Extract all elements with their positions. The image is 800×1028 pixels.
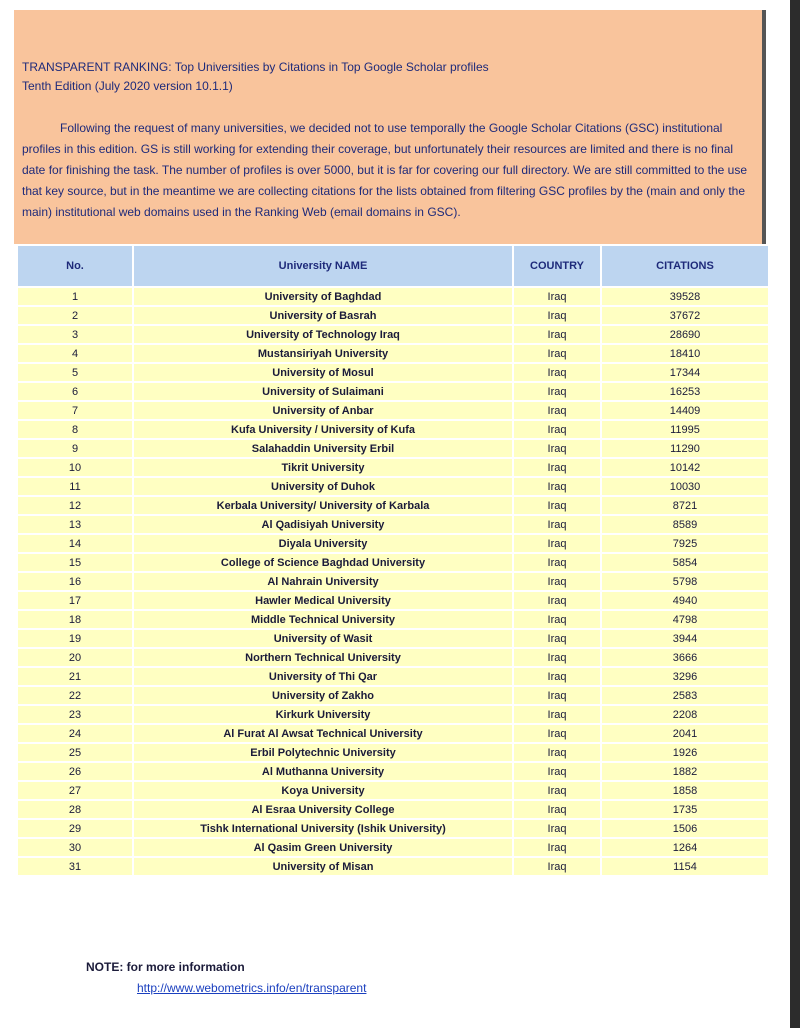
rank-number: 5 — [17, 363, 133, 382]
rank-number: 18 — [17, 610, 133, 629]
university-name: Northern Technical University — [133, 648, 513, 667]
citations-cell: 2041 — [601, 724, 769, 743]
country-cell: Iraq — [513, 705, 601, 724]
citations-cell: 1858 — [601, 781, 769, 800]
intro-paragraph: Following the request of many universities, we decided not to use temporally the Google Scholar Citations (GSC) institutional profiles in this edition. GS is still working for extending their coverage, but unfortunately their resources are limited and there is no final date for finishing the task. The number of profiles is over 5000, but it is far for covering our full directory. We are still committed to the use that key source, but in the meantime we are collecting citations for the lists obtained from filtering GSC profiles by the (main and only the main) institutional web domains used in the Ranking Web (email domains in GSC). — [22, 121, 748, 219]
webometrics-link[interactable]: http://www.webometrics.info/en/transparent — [137, 981, 367, 995]
university-name: Al Qadisiyah University — [133, 515, 513, 534]
country-cell: Iraq — [513, 724, 601, 743]
table-row — [17, 781, 769, 800]
rank-number: 1 — [17, 287, 133, 306]
country-cell: Iraq — [513, 819, 601, 838]
rank-number: 9 — [17, 439, 133, 458]
table-body — [17, 287, 769, 876]
university-name: Al Muthanna University — [133, 762, 513, 781]
rank-number: 7 — [17, 401, 133, 420]
rank-number: 3 — [17, 325, 133, 344]
citations-cell: 7925 — [601, 534, 769, 553]
country-cell: Iraq — [513, 363, 601, 382]
university-name: Tikrit University — [133, 458, 513, 477]
citations-cell: 4940 — [601, 591, 769, 610]
country-cell: Iraq — [513, 496, 601, 515]
citations-cell: 1154 — [601, 857, 769, 876]
citations-cell: 5798 — [601, 572, 769, 591]
university-name: Mustansiriyah University — [133, 344, 513, 363]
citations-cell: 10030 — [601, 477, 769, 496]
country-cell: Iraq — [513, 515, 601, 534]
country-cell: Iraq — [513, 762, 601, 781]
footer-note: NOTE: for more information — [86, 960, 245, 974]
column-header-name: University NAME — [133, 245, 513, 287]
table-row — [17, 800, 769, 819]
rank-number: 26 — [17, 762, 133, 781]
table-row — [17, 325, 769, 344]
table-row — [17, 287, 769, 306]
citations-cell: 10142 — [601, 458, 769, 477]
country-cell: Iraq — [513, 667, 601, 686]
country-cell: Iraq — [513, 420, 601, 439]
ranking-title: TRANSPARENT RANKING: Top Universities by Citations in Top Google Scholar profiles — [22, 60, 489, 74]
university-name: University of Basrah — [133, 306, 513, 325]
country-cell: Iraq — [513, 344, 601, 363]
rank-number: 20 — [17, 648, 133, 667]
rank-number: 14 — [17, 534, 133, 553]
column-header-citations: CITATIONS — [601, 245, 769, 287]
country-cell: Iraq — [513, 439, 601, 458]
table-row — [17, 857, 769, 876]
university-name: University of Zakho — [133, 686, 513, 705]
citations-cell: 16253 — [601, 382, 769, 401]
country-cell: Iraq — [513, 325, 601, 344]
country-cell: Iraq — [513, 382, 601, 401]
university-name: Koya University — [133, 781, 513, 800]
table-row — [17, 344, 769, 363]
university-name: Al Furat Al Awsat Technical University — [133, 724, 513, 743]
rank-number: 31 — [17, 857, 133, 876]
rank-number: 29 — [17, 819, 133, 838]
table-row — [17, 591, 769, 610]
citations-cell: 1926 — [601, 743, 769, 762]
rank-number: 17 — [17, 591, 133, 610]
citations-cell: 8589 — [601, 515, 769, 534]
citations-cell: 2208 — [601, 705, 769, 724]
table-row — [17, 553, 769, 572]
rank-number: 27 — [17, 781, 133, 800]
citations-cell: 17344 — [601, 363, 769, 382]
table-row — [17, 724, 769, 743]
table-row — [17, 705, 769, 724]
table-row — [17, 477, 769, 496]
university-name: Tishk International University (Ishik University) — [133, 819, 513, 838]
university-name: Al Esraa University College — [133, 800, 513, 819]
country-cell: Iraq — [513, 458, 601, 477]
rank-number: 25 — [17, 743, 133, 762]
country-cell: Iraq — [513, 572, 601, 591]
rank-number: 30 — [17, 838, 133, 857]
rank-number: 11 — [17, 477, 133, 496]
country-cell: Iraq — [513, 610, 601, 629]
university-name: University of Thi Qar — [133, 667, 513, 686]
citations-cell: 28690 — [601, 325, 769, 344]
citations-cell: 14409 — [601, 401, 769, 420]
rank-number: 10 — [17, 458, 133, 477]
university-name: Kirkurk University — [133, 705, 513, 724]
rank-number: 21 — [17, 667, 133, 686]
citations-cell: 1506 — [601, 819, 769, 838]
university-name: University of Misan — [133, 857, 513, 876]
ranking-table — [16, 244, 770, 877]
university-name: Al Qasim Green University — [133, 838, 513, 857]
rank-number: 6 — [17, 382, 133, 401]
citations-cell: 18410 — [601, 344, 769, 363]
table-row — [17, 572, 769, 591]
column-header-no: No. — [17, 245, 133, 287]
citations-cell: 3944 — [601, 629, 769, 648]
university-name: Kufa University / University of Kufa — [133, 420, 513, 439]
citations-cell: 3296 — [601, 667, 769, 686]
university-name: Kerbala University/ University of Karbala — [133, 496, 513, 515]
citations-cell: 5854 — [601, 553, 769, 572]
rank-number: 19 — [17, 629, 133, 648]
university-name: University of Sulaimani — [133, 382, 513, 401]
table-row — [17, 401, 769, 420]
country-cell: Iraq — [513, 743, 601, 762]
university-name: University of Baghdad — [133, 287, 513, 306]
university-name: College of Science Baghdad University — [133, 553, 513, 572]
table-row — [17, 762, 769, 781]
table-row — [17, 648, 769, 667]
rank-number: 8 — [17, 420, 133, 439]
viewer-border — [790, 0, 800, 1028]
country-cell: Iraq — [513, 857, 601, 876]
university-name: University of Duhok — [133, 477, 513, 496]
table-row — [17, 743, 769, 762]
university-name: Hawler Medical University — [133, 591, 513, 610]
citations-cell: 1882 — [601, 762, 769, 781]
country-cell: Iraq — [513, 306, 601, 325]
table-row — [17, 496, 769, 515]
table-row — [17, 363, 769, 382]
university-name: Diyala University — [133, 534, 513, 553]
citations-cell: 11290 — [601, 439, 769, 458]
rank-number: 15 — [17, 553, 133, 572]
citations-cell: 2583 — [601, 686, 769, 705]
edition-label: Tenth Edition (July 2020 version 10.1.1) — [22, 79, 233, 93]
country-cell: Iraq — [513, 553, 601, 572]
table-row — [17, 819, 769, 838]
university-name: Al Nahrain University — [133, 572, 513, 591]
country-cell: Iraq — [513, 287, 601, 306]
country-cell: Iraq — [513, 534, 601, 553]
rank-number: 23 — [17, 705, 133, 724]
citations-cell: 1264 — [601, 838, 769, 857]
table-row — [17, 458, 769, 477]
ranking-header-box — [14, 10, 766, 244]
citations-cell: 1735 — [601, 800, 769, 819]
country-cell: Iraq — [513, 800, 601, 819]
rank-number: 12 — [17, 496, 133, 515]
rank-number: 16 — [17, 572, 133, 591]
university-name: Middle Technical University — [133, 610, 513, 629]
table-row — [17, 629, 769, 648]
university-name: University of Wasit — [133, 629, 513, 648]
table-row — [17, 838, 769, 857]
country-cell: Iraq — [513, 686, 601, 705]
rank-number: 22 — [17, 686, 133, 705]
rank-number: 28 — [17, 800, 133, 819]
country-cell: Iraq — [513, 781, 601, 800]
university-name: University of Technology Iraq — [133, 325, 513, 344]
table-row — [17, 306, 769, 325]
university-name: University of Anbar — [133, 401, 513, 420]
table-row — [17, 515, 769, 534]
country-cell: Iraq — [513, 838, 601, 857]
table-row — [17, 439, 769, 458]
rank-number: 13 — [17, 515, 133, 534]
table-header-row — [17, 245, 769, 287]
country-cell: Iraq — [513, 629, 601, 648]
table-row — [17, 610, 769, 629]
table-row — [17, 686, 769, 705]
table-row — [17, 534, 769, 553]
rank-number: 2 — [17, 306, 133, 325]
university-name: Salahaddin University Erbil — [133, 439, 513, 458]
university-name: Erbil Polytechnic University — [133, 743, 513, 762]
table-row — [17, 420, 769, 439]
country-cell: Iraq — [513, 648, 601, 667]
table-row — [17, 667, 769, 686]
country-cell: Iraq — [513, 401, 601, 420]
country-cell: Iraq — [513, 591, 601, 610]
rank-number: 24 — [17, 724, 133, 743]
table-row — [17, 382, 769, 401]
university-name: University of Mosul — [133, 363, 513, 382]
rank-number: 4 — [17, 344, 133, 363]
citations-cell: 3666 — [601, 648, 769, 667]
column-header-country: COUNTRY — [513, 245, 601, 287]
country-cell: Iraq — [513, 477, 601, 496]
citations-cell: 4798 — [601, 610, 769, 629]
citations-cell: 11995 — [601, 420, 769, 439]
citations-cell: 39528 — [601, 287, 769, 306]
citations-cell: 37672 — [601, 306, 769, 325]
citations-cell: 8721 — [601, 496, 769, 515]
